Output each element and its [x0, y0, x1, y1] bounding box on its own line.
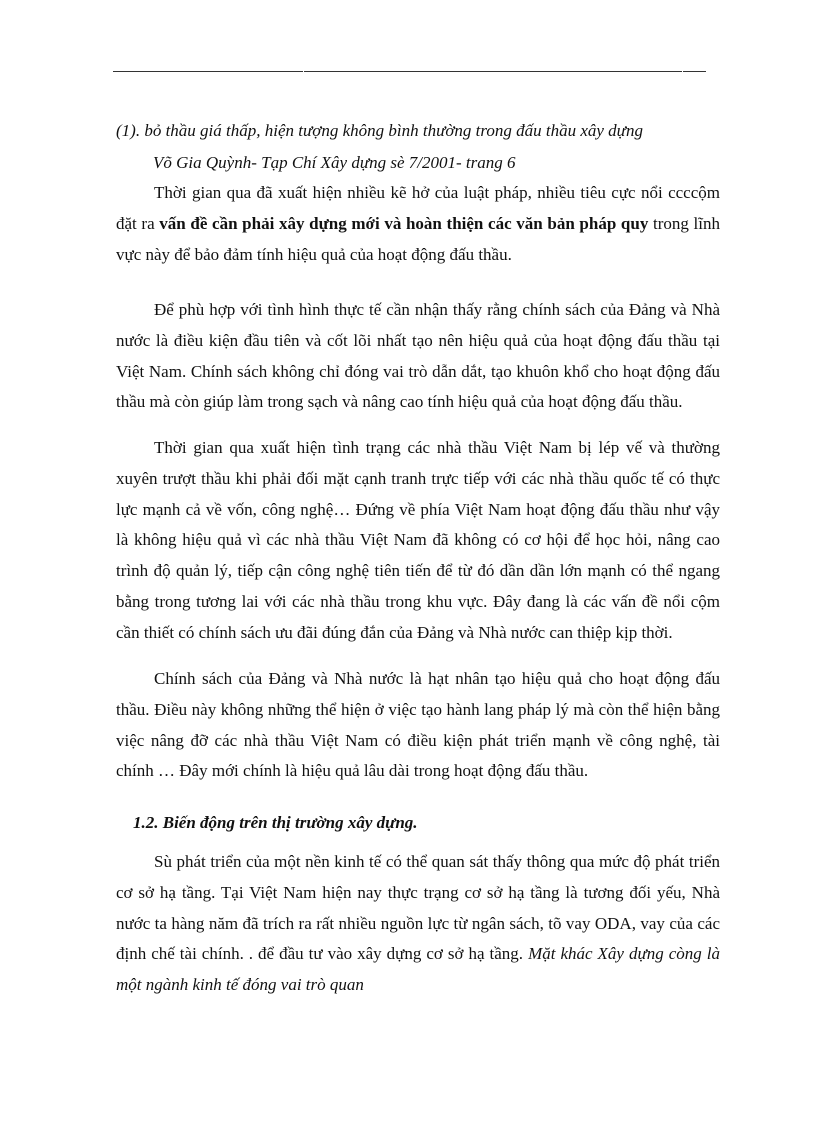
paragraph-1-text-end: trong lĩnh vực này để bảo đảm tính hiệu quả của hoạt động đấu thầu.: [116, 213, 720, 264]
paragraph-4: Chính sách của Đảng và Nhà nước là hạt nhân tạo hiệu quả cho hoạt động đấu thầu. Điều này không những thể hiện ở việc tạo hành lang pháp lý mà còn thể hiện bằng việc nâng đỡ các nhà thầu Việt Nam có điều kiện phát triển mạnh về công nghệ, tài chính … Đây mới chính là hiệu quả lâu dài trong hoạt động đấu thầu.: [116, 669, 720, 781]
paragraph-1-text-start: Thời gian qua đã xuất hiện nhiều kẽ hở của luật pháp, nhiều tiêu cực nổi ccccộm đặt ra: [116, 183, 720, 233]
header-rule-middle: [304, 71, 682, 72]
paragraph-5-text: Sù phát triển của một nền kinh tế có thể quan sát thấy thông qua mức độ phát triển cơ sở hạ tầng. Tại Việt Nam hiện nay thực trạng cơ sở hạ tầng là tương đối yếu, Nhà nước ta hàng năm đã trích ra rất nhiều nguồn lực từ ngân sách, tõ vay ODA, vay của các định chế tài chính. . để đầu tư vào xây dựng cơ sở hạ tầng.: [116, 852, 720, 964]
paragraph-1: [116, 178, 720, 270]
header-rule-left: [113, 71, 303, 72]
header-rule-right: [683, 71, 706, 72]
paragraph-5: [116, 847, 720, 1001]
paragraph-5-italic-text: Mặt khác Xây dựng còng là một ngành kinh tế đóng vai trò quan: [116, 944, 720, 995]
footnote-line-2: Võ Gia Quỳnh- Tạp Chí Xây dựng sè 7/2001- trang 6: [153, 153, 516, 172]
paragraph-2: Để phù hợp với tình hình thực tế cần nhận thấy rằng chính sách của Đảng và Nhà nước là điều kiện đầu tiên và cốt lõi nhất tạo nên hiệu quả của hoạt động đấu thầu tại Việt Nam. Chính sách không chỉ đóng vai trò dẫn dắt, tạo khuôn khổ cho hoạt động đấu thầu mà còn giúp làm trong sạch và nâng cao tính hiệu quả của hoạt động đấu thầu.: [116, 300, 720, 412]
paragraph-3: Thời gian qua xuất hiện tình trạng các nhà thầu Việt Nam bị lép vế và thường xuyên trượt thầu khi phải đối mặt cạnh tranh trực tiếp với các nhà thầu quốc tế có thực lực mạnh cả về vốn, công nghệ… Đứng về phía Việt Nam hoạt động đấu thầu như vậy là không hiệu quả vì các nhà thầu Việt Nam đã không có cơ hội để học hỏi, nâng cao trình độ quản lý, tiếp cận công nghệ tiên tiến để từ đó dần dần lớn mạnh có thể ngang bằng trong tương lai với các nhà thầu trong khu vực. Đây đang là các vấn đề nổi cộm cần thiết có chính sách ưu đãi đúng đắn của Đảng và Nhà nước can thiệp kịp thời.: [116, 438, 720, 642]
paragraph-1-bold-text: vấn đề cần phải xây dựng mới và hoàn thiện các văn bản pháp quy: [159, 213, 649, 233]
footnote-line-1: (1). bỏ thầu giá thấp, hiện tượng không bình thường trong đấu thầu xây dựng: [116, 121, 643, 140]
section-heading: 1.2. Biến động trên thị trường xây dựng.: [133, 813, 418, 832]
